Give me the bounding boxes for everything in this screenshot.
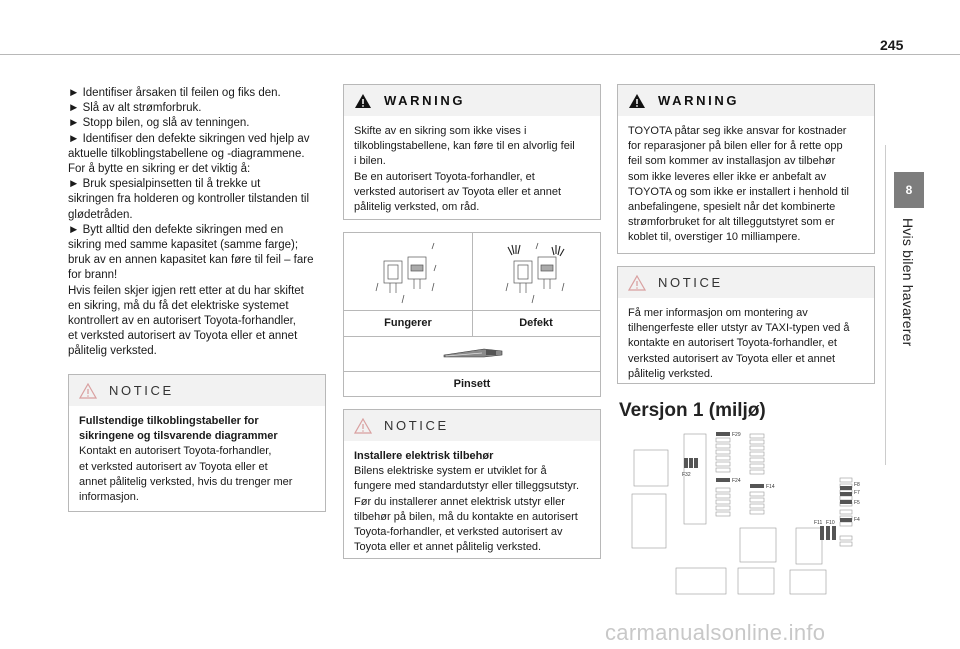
tweezers-caption: Pinsett	[453, 378, 491, 390]
procedure-text-segment: Hvis feilen skjer igjen rett etter at du har skiftet	[68, 284, 304, 297]
box-heading-line: sikringene og tilsvarende diagrammer	[79, 430, 278, 443]
fuse-ok-illustration	[364, 239, 454, 309]
box-text-line: verksted autorisert av Toyota eller et annet	[354, 185, 562, 198]
box-text-line: i bilen.	[354, 155, 386, 168]
box-text-line: som ikke leveres eller ikke er anbefalt av	[628, 170, 827, 183]
notice-body	[618, 298, 874, 390]
procedure-text-segment: et verksted autorisert av Toyota eller et annet	[68, 330, 298, 343]
procedure-text-segment: sikring med samme kapasitet (samme farge);	[68, 239, 299, 252]
arrow-bullet-icon: ►	[68, 117, 80, 130]
procedure-text-segment: glødetråden.	[68, 208, 133, 221]
arrow-bullet-icon: ►	[68, 132, 80, 145]
procedure-text	[68, 86, 326, 360]
warning-box-liability	[617, 84, 875, 254]
procedure-line	[68, 329, 326, 344]
procedure-text-segment: bruk av en annen kapasitet kan føre til feil – fare	[68, 254, 314, 267]
page-number: 245	[880, 37, 904, 53]
fuse-label-f10: F10	[826, 520, 835, 526]
box-text-line: for reparasjoner på bilen eller for å rette opp	[628, 140, 843, 153]
arrow-bullet-icon: ►	[68, 87, 80, 99]
procedure-line	[68, 253, 326, 268]
box-text-line: tilkoblingstabellene, kan føre til en alvorlig feil	[354, 140, 575, 153]
warning-triangle-icon	[354, 93, 372, 109]
procedure-text-segment: en sikring, må du få det elektriske systemet	[68, 299, 289, 312]
procedure-line	[68, 192, 326, 207]
procedure-line	[68, 162, 326, 177]
watermark: carmanualsonline.info	[605, 620, 826, 645]
procedure-text-segment: Identifiser årsaken til feilen og fiks den.	[79, 87, 281, 99]
header-divider	[0, 54, 960, 55]
fuse-label-f4: F4	[854, 517, 860, 523]
fuse-ok-caption: Fungerer	[384, 317, 432, 329]
box-text-line: fungere med standardutstyr eller tilleggsutstyr.	[354, 480, 580, 493]
fuse-label-f14: F14	[766, 484, 775, 490]
box-text-line: Kontakt en autorisert Toyota-forhandler,	[79, 445, 272, 458]
procedure-text-segment: Identifiser den defekte sikringen ved hjelp av	[79, 132, 310, 145]
side-divider	[885, 145, 886, 465]
figure-rule	[344, 371, 600, 372]
box-text-line: feil som kommer av installasjon av tilbehør	[628, 155, 836, 168]
warning-body	[344, 116, 600, 223]
warning-label: WARNING	[384, 93, 466, 108]
box-text-line: strømforbruket for alt tilleggutstyret som er	[628, 216, 835, 229]
procedure-text-segment: Bytt alltid den defekte sikringen med en	[79, 223, 284, 236]
fuse-figure	[343, 232, 601, 397]
notice-header	[69, 375, 325, 406]
procedure-line	[68, 314, 326, 329]
box-text-line: tilbehør på bilen, må du kontakte en autorisert	[354, 510, 578, 523]
section-title: Versjon 1 (miljø)	[619, 400, 766, 421]
procedure-line	[68, 238, 326, 253]
procedure-text-segment: kontrollert av en autorisert Toyota-forhandler,	[68, 315, 296, 328]
box-text-line: pålitelig verksted, om råd.	[354, 201, 480, 214]
figure-rule	[344, 336, 600, 337]
figure-rule	[344, 310, 600, 311]
notice-box-tables	[68, 374, 326, 512]
procedure-text-segment: aktuelle tilkoblingstabellene og -diagrammene.	[68, 147, 305, 160]
box-text-line: koblet til, overstiger 10 milliampere.	[628, 231, 801, 244]
procedure-line	[68, 344, 326, 359]
box-text-line: et verksted autorisert av Toyota eller et	[79, 460, 268, 473]
warning-body	[618, 116, 874, 254]
box-text-line: tilhengerfeste eller utstyr av TAXI-typen ved å	[628, 322, 850, 335]
procedure-line	[68, 116, 326, 131]
arrow-bullet-icon: ►	[68, 178, 80, 191]
fuse-defect-illustration	[494, 239, 584, 309]
fuse-label-f5: F5	[854, 500, 860, 506]
procedure-line	[68, 86, 326, 101]
box-text-line: Be en autorisert Toyota-forhandler, et	[354, 170, 535, 183]
procedure-text-segment: for brann!	[68, 269, 118, 282]
warning-box-fuse	[343, 84, 601, 220]
box-text-line: TOYOTA og som ikke er installert i henhold til	[628, 185, 849, 198]
fuse-label-f32: F32	[682, 472, 691, 478]
arrow-bullet-icon: ►	[68, 223, 80, 236]
box-text-line: anbefalingene, spesielt når det kombinerte	[628, 201, 836, 214]
fuse-label-f8: F8	[854, 482, 860, 488]
warning-triangle-icon	[354, 418, 372, 434]
box-text-line: kontakte en autorisert Toyota-forhandler, et	[628, 337, 837, 350]
procedure-line	[68, 208, 326, 223]
procedure-text-segment: Bruk spesialpinsetten til å trekke ut	[79, 178, 261, 191]
box-text-line: Bilens elektriske system er utviklet for å	[354, 465, 547, 478]
fuse-label-f24: F24	[732, 478, 741, 484]
notice-body	[69, 406, 325, 513]
box-text-line: annet pålitelig verksted, hvis du trenger mer	[79, 475, 293, 488]
box-text-line: Skifte av en sikring som ikke vises i	[354, 125, 527, 137]
fuse-label-f11: F11	[814, 520, 823, 526]
notice-header	[618, 267, 874, 298]
fuse-box-diagram	[620, 428, 874, 598]
warning-header	[618, 85, 874, 116]
box-text-line: pålitelig verksted.	[628, 367, 713, 380]
box-text-line: Få mer informasjon om montering av	[628, 307, 808, 319]
procedure-text-segment: Slå av alt strømforbruk.	[79, 102, 202, 115]
procedure-text-segment: sikringen fra holderen og kontroller tilstanden til	[68, 193, 309, 206]
box-text-line: Før du installerer annet elektrisk utstyr eller	[354, 495, 565, 508]
box-text-line: informasjon.	[79, 491, 139, 504]
tweezers-illustration	[440, 341, 510, 365]
notice-label: NOTICE	[109, 383, 174, 398]
procedure-line	[68, 101, 326, 116]
box-heading-line: Installere elektrisk tilbehør	[354, 450, 494, 462]
box-text-line: TOYOTA påtar seg ikke ansvar for kostnader	[628, 125, 847, 137]
procedure-line	[68, 147, 326, 162]
arrow-bullet-icon: ►	[68, 102, 80, 115]
notice-box-accessories	[343, 409, 601, 559]
notice-box-towbar	[617, 266, 875, 384]
procedure-line	[68, 223, 326, 238]
warning-triangle-icon	[628, 93, 646, 109]
box-text-line: Toyota eller et annet pålitelig verksted.	[354, 541, 542, 554]
box-text-line: Toyota-forhandler, et verksted autorisert av	[354, 526, 563, 539]
procedure-text-segment: For å bytte en sikring er det viktig å:	[68, 163, 251, 176]
procedure-line	[68, 299, 326, 314]
box-text-line: verksted autorisert av Toyota eller et annet	[628, 352, 836, 365]
notice-body	[344, 441, 600, 563]
notice-header	[344, 410, 600, 441]
warning-triangle-icon	[628, 275, 646, 291]
box-heading-line: Fullstendige tilkoblingstabeller for	[79, 415, 259, 427]
fuse-label-f7: F7	[854, 490, 860, 496]
procedure-line	[68, 177, 326, 192]
chapter-tab[interactable]: 8	[894, 172, 924, 208]
procedure-line	[68, 132, 326, 147]
chapter-title: Hvis bilen havarerer	[900, 218, 916, 347]
fuse-defect-caption: Defekt	[519, 317, 553, 329]
procedure-text-segment: Stopp bilen, og slå av tenningen.	[79, 117, 250, 130]
notice-label: NOTICE	[658, 275, 723, 290]
warning-header	[344, 85, 600, 116]
fuse-label-f29: F29	[732, 432, 741, 438]
warning-label: WARNING	[658, 93, 740, 108]
procedure-text-segment: pålitelig verksted.	[68, 345, 157, 358]
notice-label: NOTICE	[384, 418, 449, 433]
warning-triangle-icon	[79, 383, 97, 399]
procedure-line	[68, 284, 326, 299]
procedure-line	[68, 268, 326, 283]
